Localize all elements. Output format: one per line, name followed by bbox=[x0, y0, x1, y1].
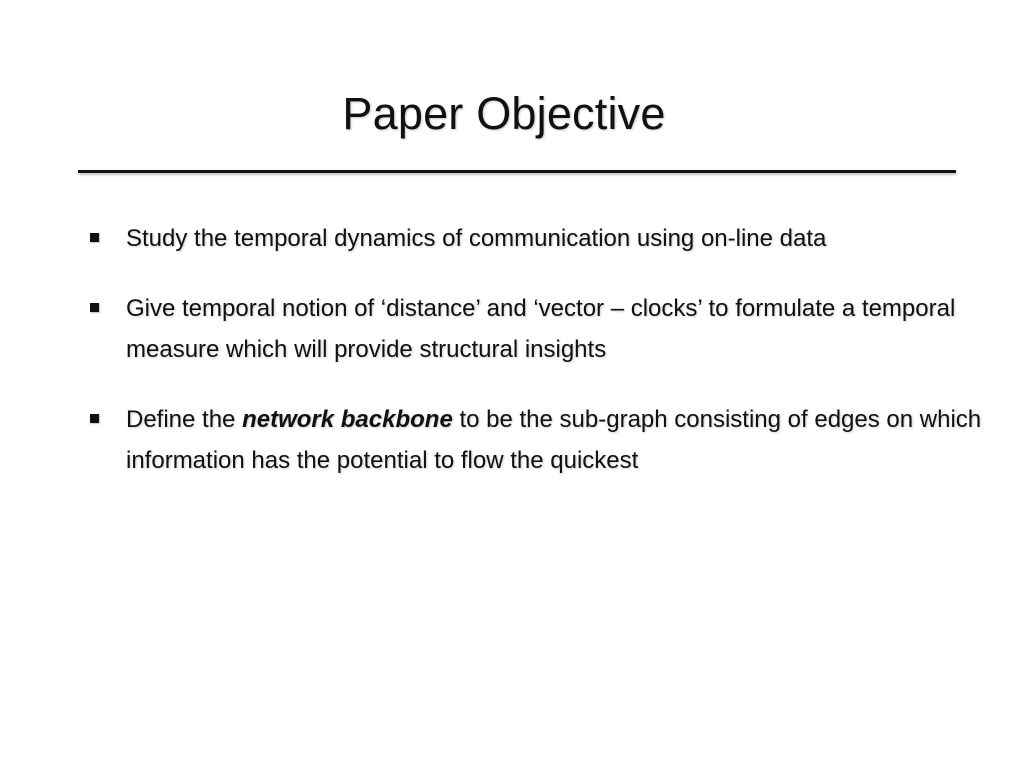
bullet-text-after: to be the sub-graph consisting of edges on which information has the potential to flow the quickest bbox=[126, 406, 982, 474]
bullet-list bbox=[86, 218, 986, 481]
bullet-text-before: Define the bbox=[126, 406, 243, 433]
square-bullet-icon bbox=[90, 303, 99, 312]
square-bullet-icon bbox=[90, 414, 99, 423]
bullet-emphasis: network backbone bbox=[242, 406, 453, 433]
bullet-text: Study the temporal dynamics of communication using on-line data bbox=[126, 225, 827, 252]
bullet-item-study-dynamics bbox=[86, 218, 986, 259]
title-underline bbox=[78, 170, 956, 173]
slide-title: Paper Objective bbox=[342, 88, 666, 139]
square-bullet-icon bbox=[90, 233, 99, 242]
bullet-text: Give temporal notion of ‘distance’ and ‘vector – clocks’ to formulate a temporal measure which will provide structural insights bbox=[126, 295, 956, 363]
bullet-item-network-backbone bbox=[86, 399, 986, 481]
bullet-item-temporal-notion bbox=[86, 288, 986, 370]
